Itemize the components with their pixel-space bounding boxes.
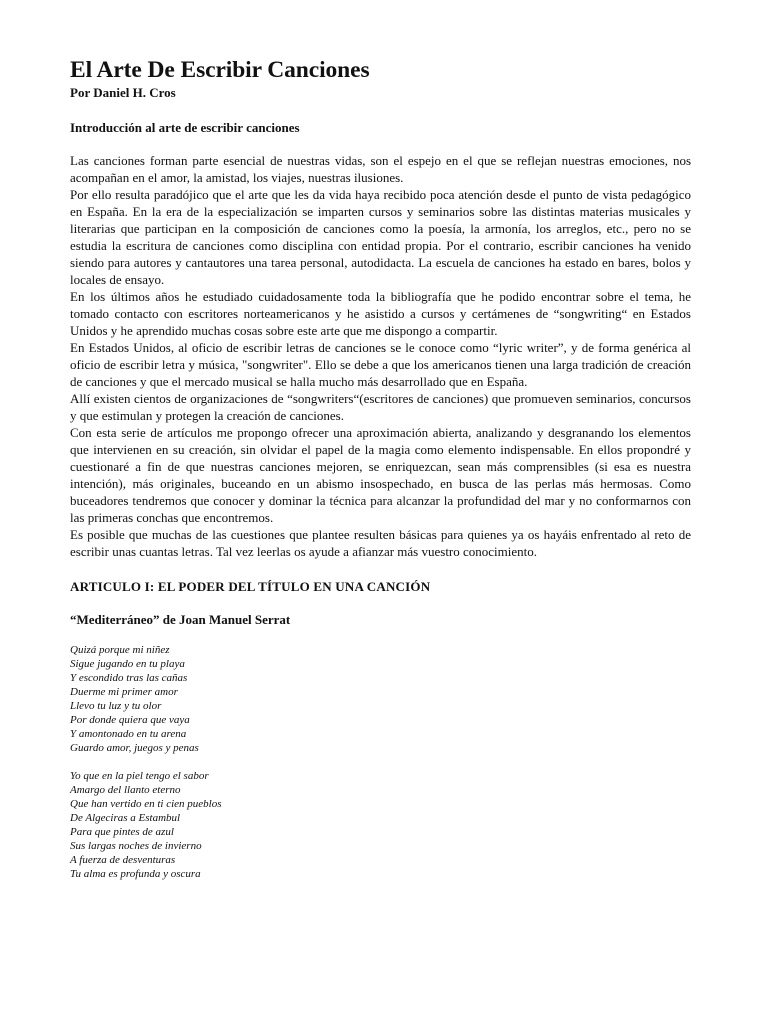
song-heading: “Mediterráneo” de Joan Manuel Serrat <box>70 612 291 627</box>
verse-line: Sigue jugando en tu playa <box>70 658 185 670</box>
verse-line: Llevo tu luz y tu olor <box>70 700 162 712</box>
verse-line: Que han vertido en ti cien pueblos <box>70 798 222 810</box>
verse-line: Yo que en la piel tengo el sabor <box>70 770 209 782</box>
verse-line: A fuerza de desventuras <box>70 854 176 866</box>
paragraph: Allí existen cientos de organizaciones de “songwriters“(escritores de canciones) que promueven seminarios, concursos y que estimulan y protegen la creación de canciones. <box>70 391 691 423</box>
document-body <box>70 152 691 560</box>
verse-line: Sus largas noches de invierno <box>70 840 202 852</box>
paragraph: Es posible que muchas de las cuestiones que plantee resulten básicas para quienes ya os hayáis enfrentado al reto de escribir unas cuantas letras. Tal vez leerlas os ayude a afianzar más vuestro conocimiento. <box>70 527 691 559</box>
verse-line: Por donde quiera que vaya <box>70 714 190 726</box>
verse-line: Amargo del llanto eterno <box>70 784 181 796</box>
paragraph: Por ello resulta paradójico que el arte que les da vida haya recibido poca atención desde el punto de vista pedagógico en España. En la era de la especialización se imparten cursos y seminarios sobre las distintas materias musicales y literarias que participan en la composición de canciones como la poesía, la armonía, los arreglos, etc., pero no se estudia la escritura de canciones como disciplina con entidad propia. Por el contrario, escribir canciones ha venido siendo para autores y cantautores una tarea personal, autodidacta. La escuela de canciones ha estado en bares, bolos y locales de ensayo. <box>70 187 691 287</box>
verse-line: Y amontonado en tu arena <box>70 728 187 740</box>
document-title: El Arte De Escribir Canciones <box>70 57 370 83</box>
verse-line: Tu alma es profunda y oscura <box>70 868 201 880</box>
verse-line: Duerme mi primer amor <box>70 686 178 698</box>
intro-heading: Introducción al arte de escribir canciones <box>70 120 300 135</box>
verse-line: Para que pintes de azul <box>70 826 174 838</box>
stanza-1 <box>70 643 691 755</box>
verse-line: Y escondido tras las cañas <box>70 672 188 684</box>
stanza-2 <box>70 769 691 881</box>
document-author: Por Daniel H. Cros <box>70 85 176 100</box>
document-page <box>70 56 691 895</box>
verse-line: De Algeciras a Estambul <box>70 812 181 824</box>
paragraph: Con esta serie de artículos me propongo ofrecer una aproximación abierta, analizando y desgranando los elementos que intervienen en su creación, sin olvidar el papel de la magia como elemento indispensable. En ellos propondré y cuestionaré a fin de que nuestras canciones mejoren, se enriquezcan, sean más comprensibles (si esa es nuestra intención), más originales, buceando en un abismo insospechado, en busca de las perlas más hermosas. Como buceadores tendremos que conocer y dominar la técnica para alcanzar la profundidad del mar y no conformarnos con las primeras conchas que encontremos. <box>70 425 691 525</box>
verse-line: Quizá porque mi niñez <box>70 644 170 656</box>
paragraph: En los últimos años he estudiado cuidadosamente toda la bibliografía que he podido encontrar sobre el tema, he tomado contacto con escritores norteamericanos y he asistido a cursos y certámenes de “songwriting“ en Estados Unidos y he aprendido muchas cosas sobre este arte que me dispongo a compartir. <box>70 289 691 338</box>
paragraph: En Estados Unidos, al oficio de escribir letras de canciones se le conoce como “lyric writer”, y de forma genérica al oficio de escribir letra y música, "songwriter". Ello se debe a que los americanos tienen una larga tradición de creación de canciones y que el mercado musical se halla mucho más desarrollado que en España. <box>70 340 691 389</box>
article-heading: ARTICULO I: EL PODER DEL TÍTULO EN UNA CANCIÓN <box>70 579 431 594</box>
verse-line: Guardo amor, juegos y penas <box>70 742 199 754</box>
song-lyrics <box>70 643 691 881</box>
paragraph: Las canciones forman parte esencial de nuestras vidas, son el espejo en el que se reflejan nuestras emociones, nos acompañan en el amor, la amistad, los viajes, nuestras ilusiones. <box>70 153 691 185</box>
